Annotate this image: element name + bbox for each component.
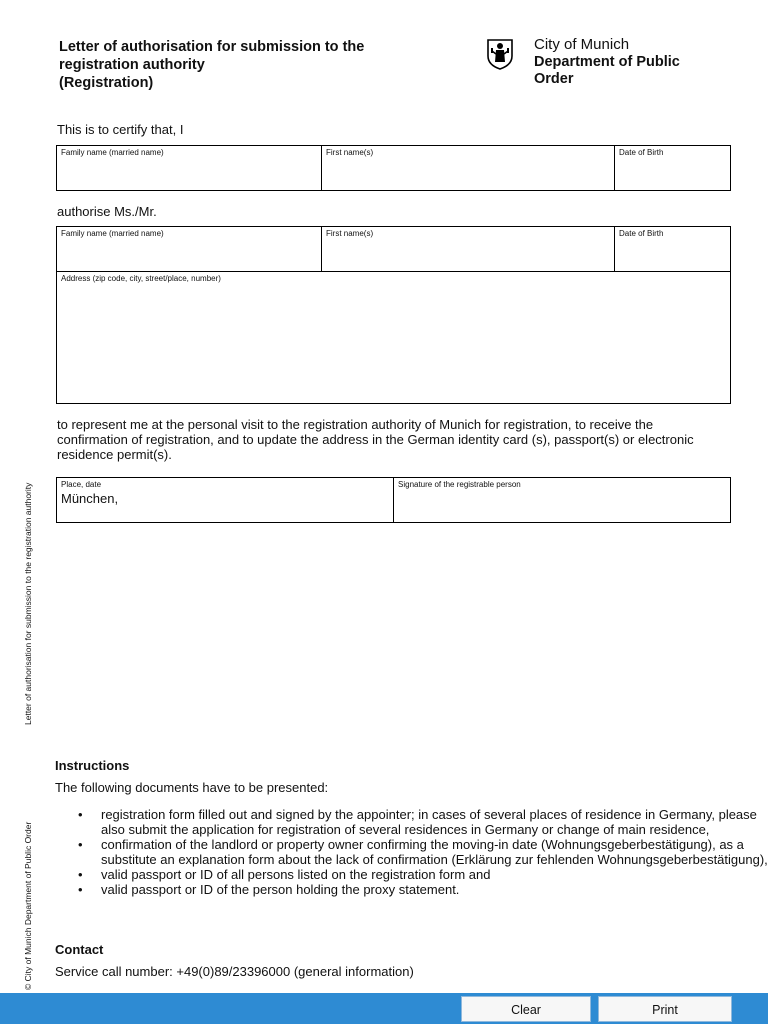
side-copyright: © City of Munich Department of Public Order <box>23 821 33 990</box>
service-call-number: Service call number: +49(0)89/23396000 (general information) <box>55 964 414 979</box>
applicant-family-name-field[interactable] <box>57 146 322 191</box>
list-item: • valid passport or ID of all persons listed on the registration form and <box>101 867 768 882</box>
instructions-heading: Instructions <box>55 758 130 773</box>
place-date-field[interactable] <box>57 478 394 523</box>
signature-table <box>56 477 731 523</box>
title-line: registration authority <box>59 57 205 73</box>
clear-button[interactable]: Clear <box>461 996 591 1022</box>
list-item: • registration form filled out and signed by the appointer; in cases of several places of residence in Germany, please also submit the application for registration of several residences in Germany or change of main residence, <box>101 807 768 837</box>
field-label: Family name (married name) <box>61 229 164 238</box>
print-button[interactable]: Print <box>598 996 732 1022</box>
field-label: Date of Birth <box>619 229 664 238</box>
list-item: • confirmation of the landlord or property owner confirming the moving-in date (Wohnungsgeberbestätigung), as a substitute an explanation form about the lack of confirmation (Erklärung zur fehlenden Wohnungsgeberbestätigung), <box>101 837 768 867</box>
proxy-address-field[interactable] <box>57 272 731 404</box>
represent-paragraph: to represent me at the personal visit to the registration authority of Munich for registration, to receive the confirmation of registration, and to update the address in the German identity card (s), passport(s) or electronic residence permit(s). <box>57 417 694 462</box>
field-label: Place, date <box>61 480 102 489</box>
applicant-dob-field[interactable] <box>615 146 731 191</box>
department-name <box>534 54 734 88</box>
contact-heading: Contact <box>55 942 104 957</box>
place-date-value: München, <box>61 491 119 506</box>
department-line: Department of Public <box>534 54 680 70</box>
applicant-table <box>56 145 731 191</box>
side-form-name: Letter of authorisation for submission to the registration authority <box>23 482 33 725</box>
proxy-dob-field[interactable] <box>615 227 731 272</box>
authorise-text: authorise Ms./Mr. <box>57 204 157 219</box>
field-label: First name(s) <box>326 229 374 238</box>
list-item: • valid passport or ID of the person holding the proxy statement. <box>101 882 768 897</box>
proxy-family-name-field[interactable] <box>57 227 322 272</box>
applicant-first-names-field[interactable] <box>322 146 615 191</box>
instructions-intro: The following documents have to be presented: <box>55 780 329 795</box>
page-title <box>59 38 439 92</box>
certify-text: This is to certify that, I <box>57 122 184 137</box>
proxy-table <box>56 226 731 404</box>
field-label: First name(s) <box>326 148 374 157</box>
munich-coat-of-arms-icon <box>486 38 514 70</box>
field-label: Date of Birth <box>619 148 664 157</box>
signature-field[interactable] <box>394 478 731 523</box>
city-name: City of Munich <box>534 36 630 53</box>
field-label: Address (zip code, city, street/place, number) <box>61 274 221 283</box>
title-line: Letter of authorisation for submission to the <box>59 39 365 55</box>
field-label: Signature of the registrable person <box>398 480 521 489</box>
field-label: Family name (married name) <box>61 148 164 157</box>
title-line: (Registration) <box>59 75 154 91</box>
proxy-first-names-field[interactable] <box>322 227 615 272</box>
instructions-list <box>55 807 768 897</box>
department-line: Order <box>534 71 574 87</box>
